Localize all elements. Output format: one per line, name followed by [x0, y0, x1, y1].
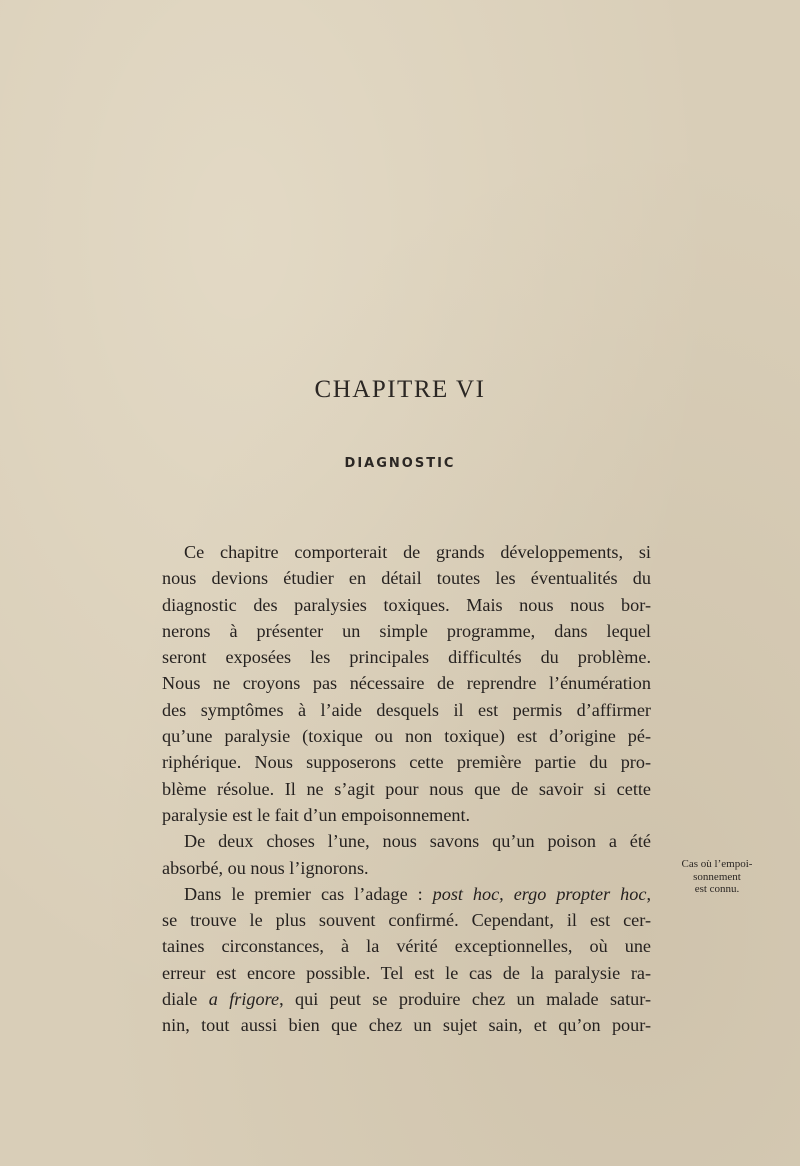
frigore-before: diale — [162, 989, 209, 1010]
adage-comma: , — [646, 883, 651, 904]
text-line: diagnostic des paralysies toxiques. Mais nous nous bor- — [162, 594, 651, 615]
body-text — [162, 539, 651, 1039]
text-line-frigore — [162, 986, 651, 1012]
margin-note-line: sonnement — [693, 870, 741, 883]
text-line: De deux choses l’une, nous savons qu’un poison a été — [184, 831, 651, 852]
margin-note — [662, 858, 772, 896]
text-line: nin, tout aussi bien que chez un sujet sain, et qu’on pour- — [162, 1015, 651, 1036]
text-line: des symptômes à l’aide desquels il est permis d’affirmer — [162, 699, 651, 720]
text-line: Nous ne croyons pas nécessaire de reprendre l’énumération — [162, 673, 651, 694]
text-line: erreur est encore possible. Tel est le cas de la paralysie ra- — [162, 962, 651, 983]
adage-intro: Dans le premier cas l’adage : — [184, 883, 433, 904]
text-line: seront exposées les principales difficultés du problème. — [162, 647, 651, 668]
frigore-space — [218, 989, 229, 1009]
text-line: absorbé, ou nous l’ignorons. — [162, 857, 369, 878]
text-line: taines circonstances, à la vérité exceptionnelles, où une — [162, 936, 651, 957]
text-line: nous devions étudier en détail toutes les éventualités du — [162, 568, 651, 589]
text-line: qu’une paralysie (toxique ou non toxique) est d’origine pé- — [162, 726, 651, 747]
text-line: se trouve le plus souvent confirmé. Cependant, il est cer- — [162, 910, 651, 931]
text-line: blème résolue. Il ne s’agit pour nous que de savoir si cette — [162, 778, 651, 799]
text-line: paralysie est le fait d’un empoisonnement. — [162, 804, 471, 825]
margin-note-line: Cas où l’empoi- — [681, 858, 753, 870]
chapter-title: CHAPITRE VI — [314, 376, 486, 403]
text-line-adage — [162, 881, 651, 907]
adage-latin: post hoc, ergo propter hoc — [432, 883, 647, 904]
frigore-word: frigore — [229, 989, 280, 1010]
text-line: nerons à présenter un simple programme, dans lequel — [162, 620, 651, 641]
margin-note-line: est connu. — [694, 883, 740, 895]
frigore-a: a — [208, 989, 218, 1010]
text-line: riphérique. Nous supposerons cette première partie du pro- — [162, 752, 651, 773]
section-title: DIAGNOSTIC — [344, 456, 456, 471]
frigore-after: , qui peut se produire chez un malade satur- — [279, 989, 652, 1010]
text-line: Ce chapitre comporterait de grands développements, si — [184, 542, 651, 562]
